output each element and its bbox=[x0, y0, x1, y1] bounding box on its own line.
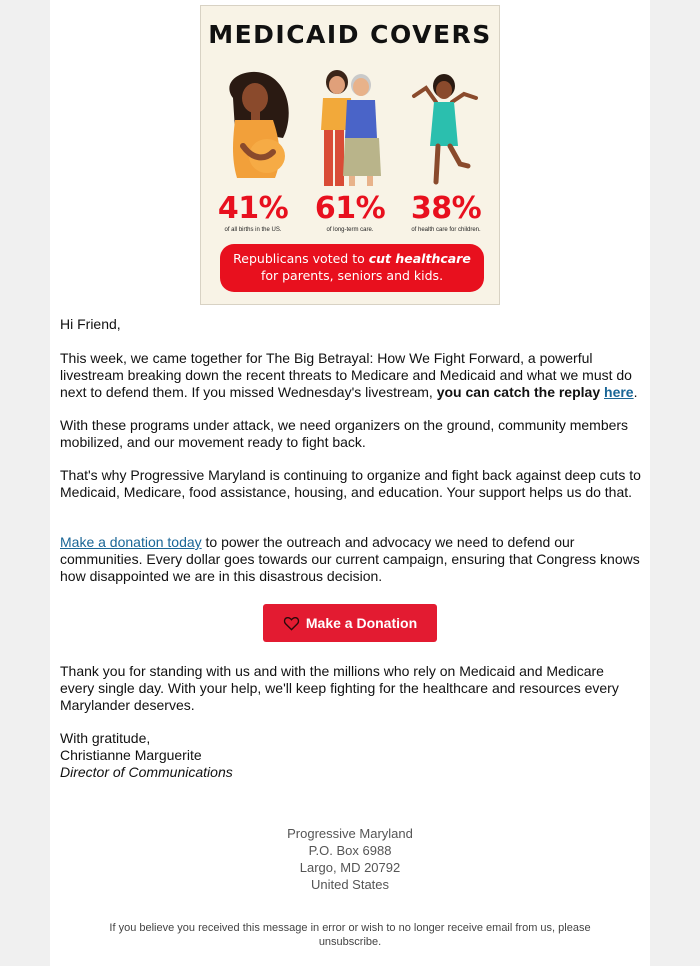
footer-city: Largo, MD 20792 bbox=[299, 860, 401, 875]
stat-caption: of all births in the US. bbox=[224, 227, 282, 233]
pregnant-woman-illustration bbox=[213, 68, 295, 190]
donation-link[interactable]: Make a donation today bbox=[60, 534, 202, 550]
paragraph-livestream bbox=[60, 350, 642, 401]
donate-button-label: Make a Donation bbox=[305, 615, 418, 631]
infographic-banner bbox=[220, 244, 484, 292]
banner-emphasis: cut healthcare bbox=[368, 251, 471, 266]
stat-children bbox=[398, 192, 494, 234]
make-donation-button[interactable] bbox=[263, 604, 437, 642]
unsubscribe-notice[interactable]: If you believe you received this message in error or wish to no longer receive email from us, please unsubscribe. bbox=[109, 922, 591, 948]
stat-value: 61% bbox=[314, 191, 386, 226]
paragraph-thank-you: Thank you for standing with us and with the millions who rely on Medicaid and Medicare every single day. With your help, we'll keep fighting for the healthcare and resources every Marylander deserves. bbox=[60, 663, 619, 713]
paragraph-organizers: With these programs under attack, we need organizers on the ground, community members mobilized, and our movement ready to fight back. bbox=[60, 417, 629, 450]
banner-line-2: for parents, seniors and kids. bbox=[260, 268, 444, 283]
stat-caption: of long-term care. bbox=[326, 227, 374, 233]
stat-long-term-care bbox=[302, 192, 398, 234]
footer-org: Progressive Maryland bbox=[287, 826, 413, 841]
stat-value: 38% bbox=[410, 191, 482, 226]
signer-title: Director of Communications bbox=[60, 764, 233, 780]
period: . bbox=[633, 384, 638, 400]
replay-link[interactable]: here bbox=[604, 384, 634, 400]
email-body bbox=[50, 0, 650, 966]
infographic-title: MEDICAID COVERS bbox=[208, 20, 492, 49]
stat-caption: of health care for children. bbox=[411, 227, 481, 233]
replay-prompt: you can catch the replay bbox=[436, 384, 605, 400]
footer-po-box: P.O. Box 6988 bbox=[308, 843, 392, 858]
footer-country: United States bbox=[310, 877, 390, 892]
heart-icon bbox=[283, 616, 300, 631]
paragraph-text: This week, we came together for The Big Betrayal: How We Fight Forward, a powerful livestream breaking down the recent threats to Medicare and Medicaid and what we must do next to defend them. If you missed Wednesday's livestream, bbox=[60, 350, 632, 400]
child-illustration bbox=[406, 68, 488, 190]
stat-value: 41% bbox=[217, 191, 289, 226]
paragraph-donation bbox=[60, 534, 642, 585]
medicaid-infographic bbox=[200, 5, 500, 305]
signer-name: Christianne Marguerite bbox=[60, 747, 202, 763]
paragraph-progressive-maryland: That's why Progressive Maryland is continuing to organize and fight back against deep cuts to Medicaid, Medicare, food assistance, housing, and education. Your support helps us do that. bbox=[60, 467, 641, 500]
caregiver-and-senior-illustration bbox=[311, 68, 393, 190]
greeting: Hi Friend, bbox=[60, 316, 121, 332]
stat-births bbox=[205, 192, 301, 234]
paragraph-text: to power the outreach and advocacy we need to defend our communities. Every dollar goes towards our current campaign, ensuring that Congress knows how disappointed we are in this disastrous decision. bbox=[60, 534, 640, 584]
signoff: With gratitude, bbox=[60, 730, 151, 746]
banner-text: Republicans voted to bbox=[233, 251, 369, 266]
